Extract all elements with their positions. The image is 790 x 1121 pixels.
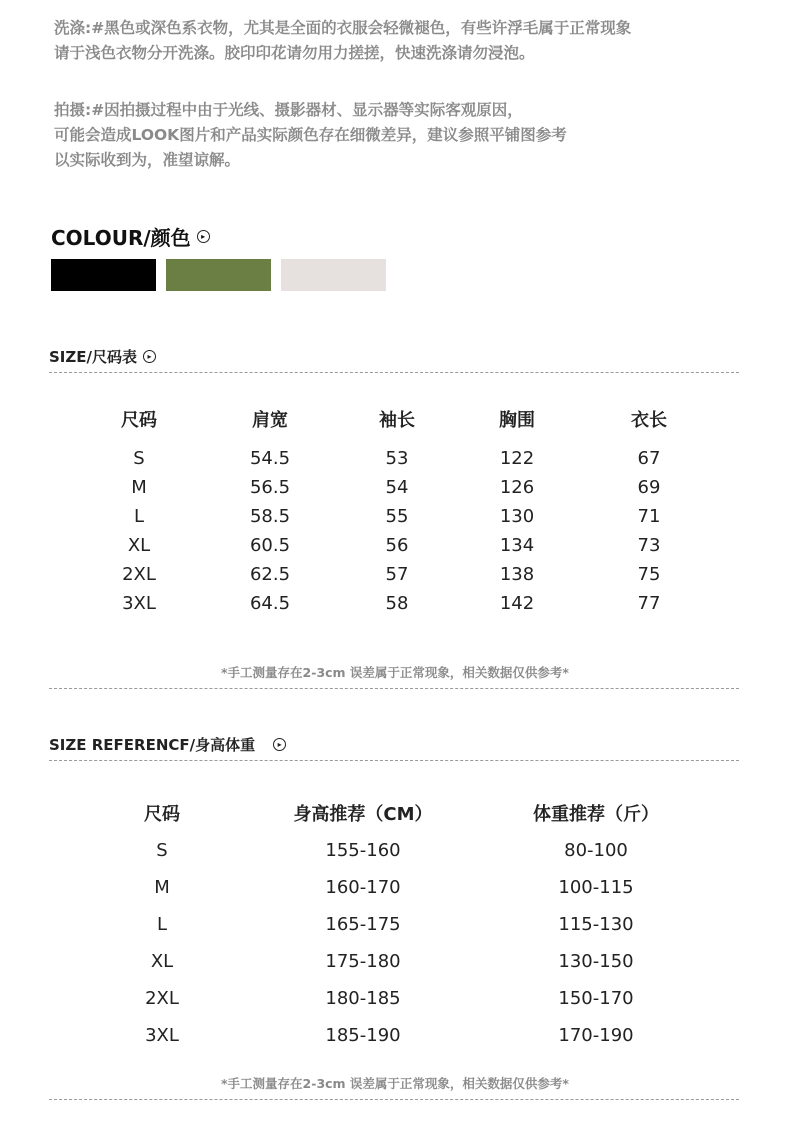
size-reference-footnote: *手工测量存在2-3cm 误差属于正常现象，相关数据仅供参考* (221, 1076, 569, 1091)
size-reference-cell: 185-190 (325, 1025, 401, 1046)
size-reference-cell: L (156, 914, 168, 935)
size-chart-cell: 75 (637, 564, 661, 585)
colour-swatch-grey[interactable] (281, 259, 386, 291)
size-chart-cell: M (131, 477, 147, 498)
size-chart-header-cell: 衣长 (631, 410, 667, 431)
size-chart-cell: 56 (385, 535, 409, 556)
size-reference-cell: XL (150, 951, 174, 972)
size-reference-cell: 100-115 (558, 877, 634, 898)
divider (49, 372, 739, 373)
size-chart-header-cell: 胸围 (499, 410, 535, 431)
size-chart-cell: 69 (637, 477, 661, 498)
colour-swatch-black[interactable] (51, 259, 156, 291)
size-chart-cell: 138 (499, 564, 535, 585)
size-chart-cell: 54.5 (249, 448, 291, 469)
photo-note-line-2: 可能会造成LOOK图片和产品实际颜色存在细微差异，建议参照平铺图参考 (54, 126, 567, 144)
size-chart-cell: 142 (499, 593, 535, 614)
size-reference-cell: 115-130 (558, 914, 634, 935)
size-reference-cell: 180-185 (325, 988, 401, 1009)
size-reference-title-text: SIZE REFERENCF/身高体重 (49, 736, 256, 754)
size-chart-header-cell: 尺码 (121, 410, 157, 431)
colour-title-text: COLOUR/颜色 (51, 226, 191, 250)
size-chart-cell: 58 (385, 593, 409, 614)
size-chart-cell: 126 (499, 477, 535, 498)
circle-arrow-icon: ▸ (143, 350, 156, 363)
size-chart-cell: L (133, 506, 145, 527)
size-chart-title (49, 346, 156, 367)
size-chart-cell: 57 (385, 564, 409, 585)
size-chart-header-cell: 肩宽 (252, 410, 288, 431)
divider (49, 760, 739, 761)
circle-arrow-icon: ▸ (273, 738, 286, 751)
size-chart-cell: 71 (637, 506, 661, 527)
size-chart-cell: 122 (499, 448, 535, 469)
size-chart-cell: 54 (385, 477, 409, 498)
size-chart-cell: 62.5 (249, 564, 291, 585)
size-chart-cell: 56.5 (249, 477, 291, 498)
size-chart-cell: 55 (385, 506, 409, 527)
size-reference-header-cell: 身高推荐（CM） (293, 804, 433, 825)
photo-note-line-3: 以实际收到为，准望谅解。 (54, 151, 241, 169)
colour-section-title (51, 222, 210, 251)
size-reference-cell: 130-150 (558, 951, 634, 972)
size-reference-cell: 170-190 (558, 1025, 634, 1046)
size-chart-cell: 67 (637, 448, 661, 469)
size-chart-cell: 58.5 (249, 506, 291, 527)
size-reference-cell: 3XL (145, 1025, 179, 1046)
size-chart-cell: XL (127, 535, 151, 556)
size-chart-cell: 64.5 (249, 593, 291, 614)
size-reference-cell: 165-175 (325, 914, 401, 935)
size-reference-cell: S (156, 840, 168, 861)
photo-note-line-1: 拍摄:#因拍摄过程中由于光线、摄影器材、显示器等实际客观原因， (54, 101, 523, 119)
size-reference-cell: 155-160 (325, 840, 401, 861)
size-chart-cell: 53 (385, 448, 409, 469)
size-reference-cell: 80-100 (564, 840, 628, 861)
size-reference-cell: 175-180 (325, 951, 401, 972)
size-chart-cell: 73 (637, 535, 661, 556)
wash-note-line-2: 请于浅色衣物分开洗涤。胶印印花请勿用力搓搓，快速洗涤请勿浸泡。 (54, 44, 535, 62)
size-reference-cell: 2XL (145, 988, 179, 1009)
size-chart-cell: 77 (637, 593, 661, 614)
size-chart-cell: S (133, 448, 145, 469)
size-reference-cell: M (154, 877, 170, 898)
size-chart-cell: 134 (499, 535, 535, 556)
size-chart-cell: 3XL (122, 593, 156, 614)
size-chart-title-text: SIZE/尺码表 (49, 348, 137, 366)
size-reference-header-cell: 体重推荐（斤） (533, 804, 659, 825)
wash-note-line-1: 洗涤:#黑色或深色系衣物，尤其是全面的衣服会轻微褪色，有些许浮毛属于正常现象 (54, 19, 632, 37)
size-reference-cell: 150-170 (558, 988, 634, 1009)
size-reference-cell: 160-170 (325, 877, 401, 898)
divider (49, 1099, 739, 1100)
circle-arrow-icon: ▸ (197, 230, 210, 243)
colour-swatch-green[interactable] (166, 259, 271, 291)
size-chart-cell: 130 (499, 506, 535, 527)
size-chart-footnote: *手工测量存在2-3cm 误差属于正常现象，相关数据仅供参考* (221, 665, 569, 680)
size-reference-title (49, 734, 286, 755)
care-notes (54, 16, 754, 173)
divider (49, 688, 739, 689)
size-chart-cell: 60.5 (249, 535, 291, 556)
size-reference-header-cell: 尺码 (144, 804, 180, 825)
size-chart-header-cell: 袖长 (379, 410, 415, 431)
size-chart-cell: 2XL (122, 564, 156, 585)
